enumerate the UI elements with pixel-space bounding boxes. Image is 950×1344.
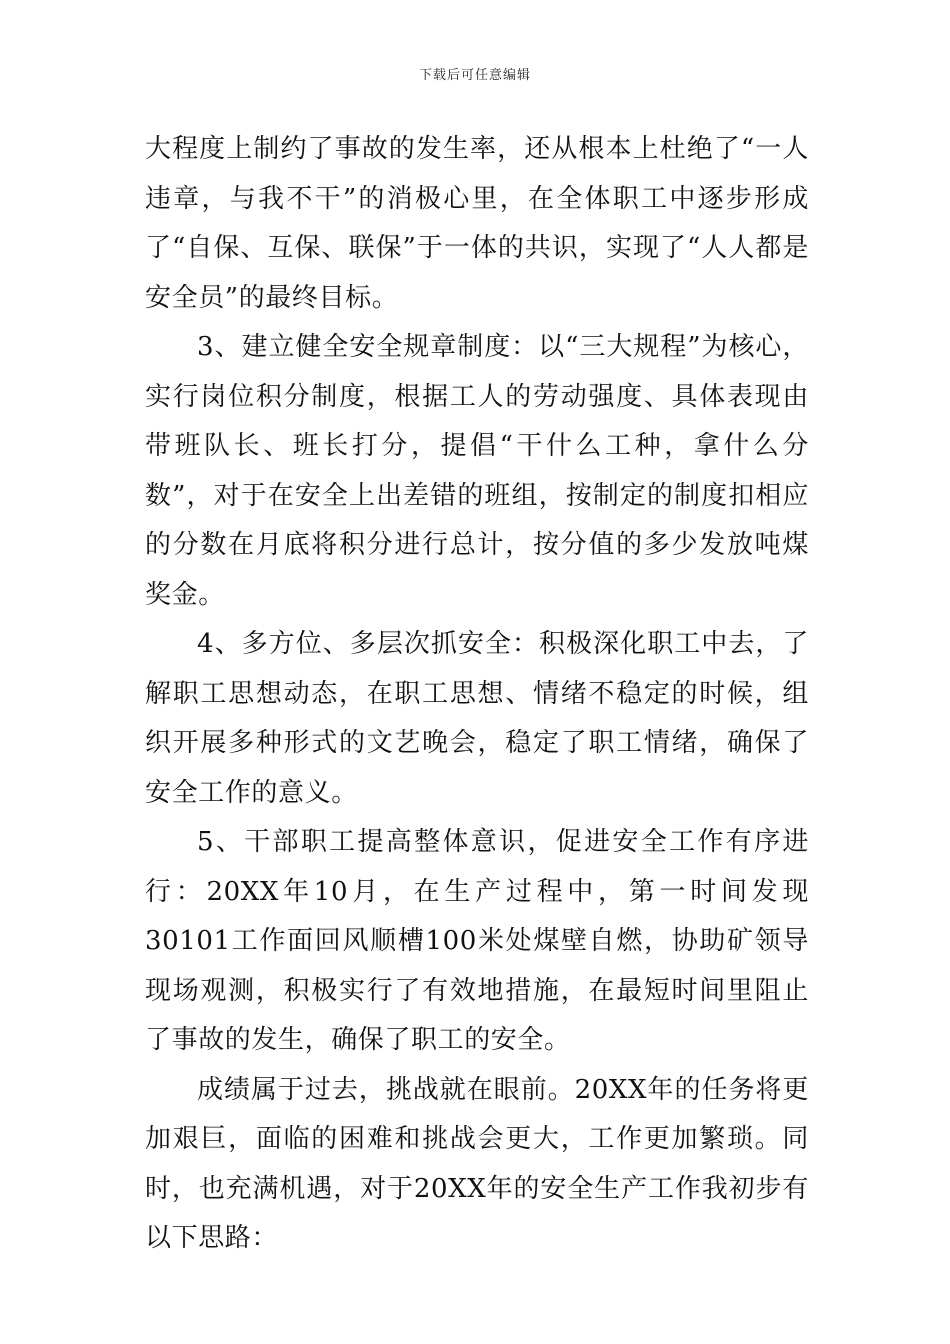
paragraph-item-3: 3、建立健全安全规章制度：以“三大规程”为核心，实行岗位积分制度，根据工人的劳动强度、具体表现由带班队长、班长打分，提倡“干什么工种，拿什么分数”，对于在安全上出差错的班组，按制定的制度扣相应的分数在月底将积分进行总计，按分值的多少发放吨煤奖金。 xyxy=(145,332,809,610)
paragraph-item-4: 4、多方位、多层次抓安全：积极深化职工中去，了解职工思想动态，在职工思想、情绪不稳定的时候，组织开展多种形式的文艺晚会，稳定了职工情绪，确保了安全工作的意义。 xyxy=(145,629,809,808)
header-note: 下载后可任意编辑 xyxy=(418,68,531,83)
document-body xyxy=(145,125,809,1264)
paragraph-continuation: 大程度上制约了事故的发生率，还从根本上杜绝了“一人违章，与我不干”的消极心里，在全体职工中逐步形成了“自保、互保、联保”于一体的共识，实现了“人人都是安全员”的最终目标。 xyxy=(145,134,809,313)
paragraph-outlook: 成绩属于过去，挑战就在眼前。20XX年的任务将更加艰巨，面临的困难和挑战会更大，工作更加繁琐。同时，也充满机遇，对于20XX年的安全生产工作我初步有以下思路： xyxy=(145,1074,809,1253)
paragraph-item-5: 5、干部职工提高整体意识，促进安全工作有序进行：20XX年10月，在生产过程中，第一时间发现30101工作面回风顺槽100米处煤壁自燃，协助矿领导现场观测，积极实行了有效地措施，在最短时间里阻止了事故的发生，确保了职工的安全。 xyxy=(145,827,809,1055)
